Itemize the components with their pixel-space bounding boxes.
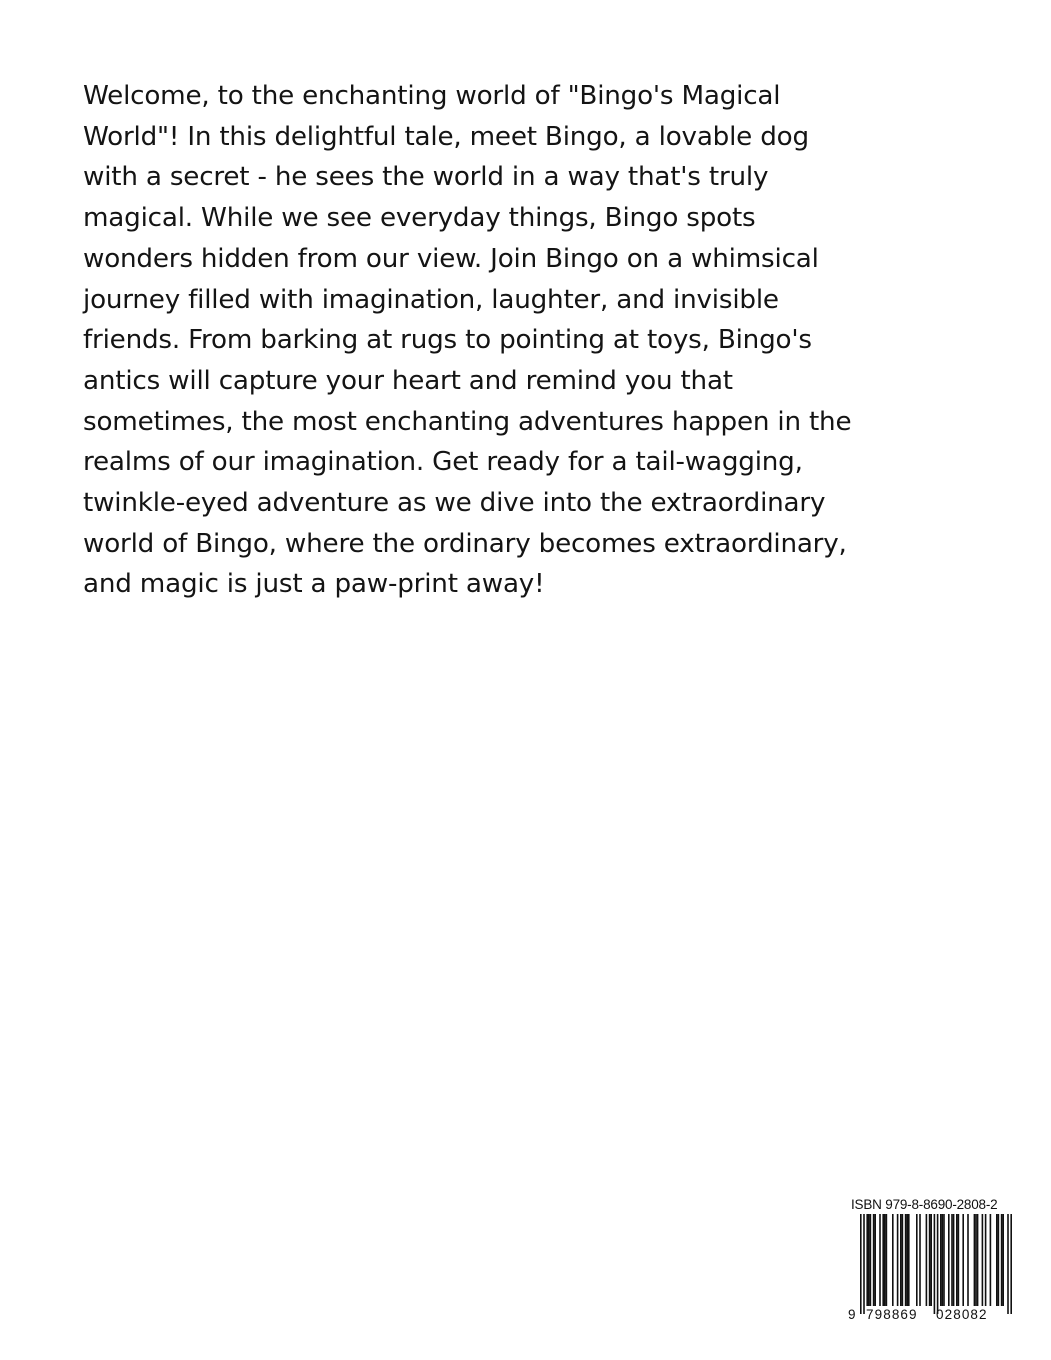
barcode-bar <box>958 1214 960 1306</box>
barcode-digits-left: 798869 <box>866 1307 918 1322</box>
barcode-bar <box>886 1214 888 1306</box>
blurb-line: with a secret - he sees the world in a way that's truly <box>83 162 769 193</box>
back-cover-blurb <box>83 76 913 605</box>
barcode-bar <box>985 1214 987 1306</box>
barcode-bar <box>975 1214 977 1306</box>
blurb-line: wonders hidden from our view. Join Bingo on a whimsical <box>83 243 819 274</box>
barcode-bar <box>919 1214 921 1306</box>
barcode-bar <box>967 1214 969 1306</box>
barcode-bar <box>962 1214 964 1306</box>
barcode-bar <box>942 1214 944 1306</box>
barcode-bar <box>926 1214 928 1306</box>
barcode-bar <box>905 1214 907 1306</box>
barcode-bar <box>866 1214 868 1306</box>
barcode-bar <box>860 1214 862 1314</box>
barcode-bar <box>990 1214 992 1306</box>
blurb-line: and magic is just a paw-print away! <box>83 569 545 600</box>
barcode-bar <box>940 1214 942 1306</box>
barcode-bar <box>882 1214 884 1306</box>
barcode-bar <box>884 1214 886 1306</box>
blurb-line: twinkle-eyed adventure as we dive into the extraordinary <box>83 488 826 519</box>
barcode-bar <box>943 1214 945 1306</box>
barcode-bar <box>929 1214 931 1306</box>
barcode-bar <box>974 1214 976 1306</box>
barcode-bar <box>873 1214 875 1306</box>
barcode-bar <box>1010 1214 1012 1314</box>
barcode-bars-icon <box>844 1214 1012 1314</box>
blurb-line: World"! In this delightful tale, meet Bingo, a lovable dog <box>83 121 809 152</box>
barcode-bar <box>934 1214 936 1314</box>
barcode-bar <box>906 1214 908 1306</box>
barcode-bar <box>982 1214 984 1306</box>
blurb-line: friends. From barking at rugs to pointing at toys, Bingo's <box>83 325 812 356</box>
blurb-line: journey filled with imagination, laughter, and invisible <box>83 284 779 315</box>
barcode-bar <box>897 1214 899 1306</box>
barcode-digit-lead: 9 <box>848 1307 856 1322</box>
blurb-line: antics will capture your heart and remind you that <box>83 365 733 396</box>
barcode-bar <box>874 1214 876 1306</box>
barcode-bar <box>996 1214 998 1306</box>
isbn-barcode <box>844 1196 1012 1326</box>
barcode-bar <box>977 1214 979 1306</box>
isbn-label: ISBN 979-8-8690-2808-2 <box>851 1197 998 1212</box>
barcode-bar <box>879 1214 881 1306</box>
blurb-line: world of Bingo, where the ordinary becomes extraordinary, <box>83 528 847 559</box>
barcode-bar <box>1002 1214 1004 1306</box>
barcode-bar <box>937 1214 939 1314</box>
barcode-bar <box>1007 1214 1009 1314</box>
barcode-bar <box>1001 1214 1003 1306</box>
barcode-bar <box>953 1214 955 1306</box>
barcode-bar <box>916 1214 918 1306</box>
barcode-bar <box>868 1214 870 1306</box>
barcode-bar <box>902 1214 904 1306</box>
barcode-digits-right: 028082 <box>936 1307 988 1322</box>
barcode-bar <box>998 1214 1000 1306</box>
blurb-line: realms of our imagination. Get ready for a tail-wagging, <box>83 447 803 478</box>
barcode-bar <box>956 1214 958 1306</box>
barcode-bar <box>930 1214 932 1306</box>
barcode-bar <box>863 1214 865 1314</box>
barcode-digits <box>844 1307 1012 1325</box>
barcode-bar <box>948 1214 950 1306</box>
barcode-bar <box>900 1214 902 1306</box>
blurb-line: sometimes, the most enchanting adventures happen in the <box>83 406 852 437</box>
barcode-bar <box>951 1214 953 1306</box>
barcode-bar <box>892 1214 894 1306</box>
blurb-line: magical. While we see everyday things, Bingo spots <box>83 203 756 234</box>
barcode-bar <box>870 1214 872 1306</box>
blurb-line: Welcome, to the enchanting world of "Bingo's Magical <box>83 81 781 111</box>
barcode-bar <box>908 1214 910 1306</box>
